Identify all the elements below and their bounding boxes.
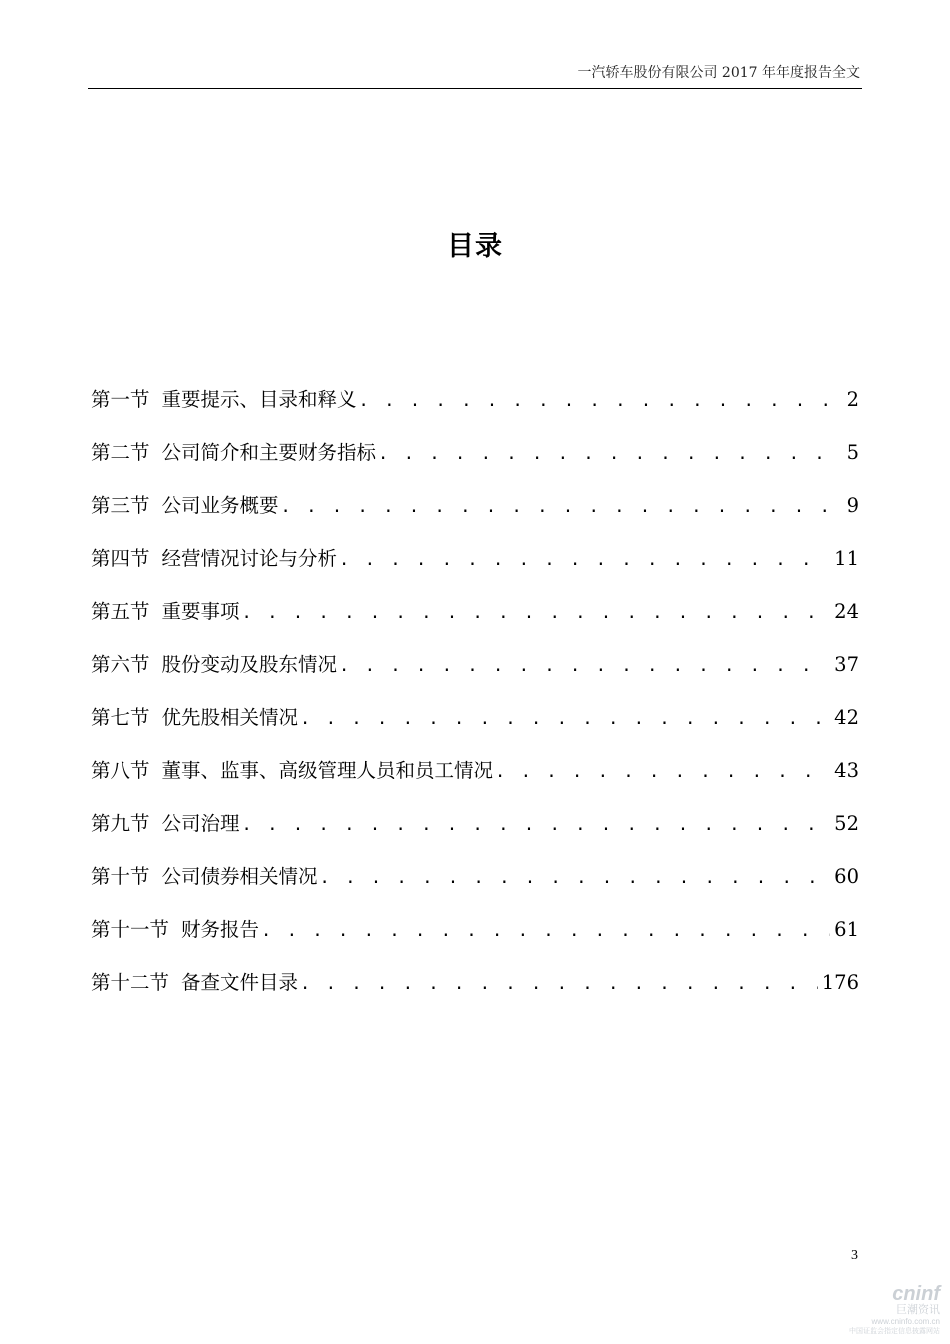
toc-entry-page: 2 — [846, 388, 859, 411]
toc-entry-title: 股份变动及股东情况 — [161, 653, 338, 676]
toc-entry-title: 公司简介和主要财务指标 — [161, 441, 377, 464]
toc-entry-8[interactable] — [91, 755, 859, 808]
toc-dot-leader — [339, 550, 830, 570]
toc-entry-2[interactable] — [91, 437, 859, 490]
report-header-title: 一汽轿车股份有限公司 2017 年年度报告全文 — [577, 65, 860, 81]
toc-entry-title: 财务报告 — [181, 918, 260, 941]
toc-entry-section: 第十二节 — [91, 971, 170, 994]
toc-entry-title: 备查文件目录 — [181, 971, 299, 994]
cninfo-logo: cninf — [892, 1283, 940, 1305]
toc-dot-leader — [242, 815, 831, 835]
toc-entry-section: 第三节 — [91, 494, 150, 517]
toc-entry-12[interactable] — [91, 967, 859, 1020]
toc-entry-1[interactable] — [91, 384, 859, 437]
toc-dot-leader — [281, 497, 843, 517]
toc-heading: 目录 — [447, 231, 503, 262]
toc-dot-leader — [261, 921, 830, 941]
toc-entry-page: 176 — [821, 971, 859, 994]
toc-entry-title: 公司业务概要 — [161, 494, 279, 517]
toc-entry-page: 11 — [834, 547, 859, 570]
header-divider — [88, 88, 862, 89]
toc-entry-title: 公司债券相关情况 — [161, 865, 318, 888]
toc-entry-title: 公司治理 — [161, 812, 240, 835]
toc-entry-section: 第五节 — [91, 600, 150, 623]
toc-entry-page: 43 — [834, 759, 859, 782]
toc-entry-title: 重要提示、目录和释义 — [161, 388, 357, 411]
toc-entry-title: 重要事项 — [161, 600, 240, 623]
toc-dot-leader — [320, 868, 831, 888]
toc-entry-section: 第九节 — [91, 812, 150, 835]
toc-entry-page: 24 — [834, 600, 859, 623]
toc-entry-4[interactable] — [91, 543, 859, 596]
toc-dot-leader — [300, 709, 830, 729]
toc-entry-section: 第八节 — [91, 759, 150, 782]
toc-entry-9[interactable] — [91, 808, 859, 861]
cninfo-org: 中国证监会指定信息披露网站 — [849, 1328, 940, 1335]
toc-entry-page: 37 — [834, 653, 859, 676]
toc-dot-leader — [300, 974, 818, 994]
toc-entry-3[interactable] — [91, 490, 859, 543]
toc-dot-leader — [339, 656, 830, 676]
toc-entry-section: 第二节 — [91, 441, 150, 464]
toc-entry-page: 9 — [846, 494, 859, 517]
toc-entry-section: 第十节 — [91, 865, 150, 888]
toc-entry-11[interactable] — [91, 914, 859, 967]
toc-entry-section: 第四节 — [91, 547, 150, 570]
toc-entry-section: 第十一节 — [91, 918, 170, 941]
toc-entry-page: 52 — [834, 812, 859, 835]
toc-entry-title: 优先股相关情况 — [161, 706, 299, 729]
toc-list — [91, 384, 859, 1020]
toc-entry-title: 董事、监事、高级管理人员和员工情况 — [161, 759, 494, 782]
toc-dot-leader — [242, 603, 831, 623]
toc-entry-5[interactable] — [91, 596, 859, 649]
toc-entry-section: 第六节 — [91, 653, 150, 676]
cninfo-name: 巨潮资讯 — [896, 1304, 940, 1316]
toc-entry-page: 42 — [834, 706, 859, 729]
toc-dot-leader — [495, 762, 830, 782]
toc-entry-page: 61 — [834, 918, 859, 941]
toc-entry-10[interactable] — [91, 861, 859, 914]
toc-dot-leader — [378, 444, 843, 464]
toc-entry-section: 第一节 — [91, 388, 150, 411]
toc-dot-leader — [359, 391, 843, 411]
toc-entry-section: 第七节 — [91, 706, 150, 729]
toc-entry-6[interactable] — [91, 649, 859, 702]
toc-entry-page: 60 — [834, 865, 859, 888]
cninfo-url: www.cninfo.com.cn — [871, 1317, 940, 1326]
cninfo-watermark — [840, 1284, 940, 1338]
toc-entry-title: 经营情况讨论与分析 — [161, 547, 338, 570]
page-number: 3 — [851, 1248, 858, 1263]
toc-entry-page: 5 — [846, 441, 859, 464]
toc-entry-7[interactable] — [91, 702, 859, 755]
